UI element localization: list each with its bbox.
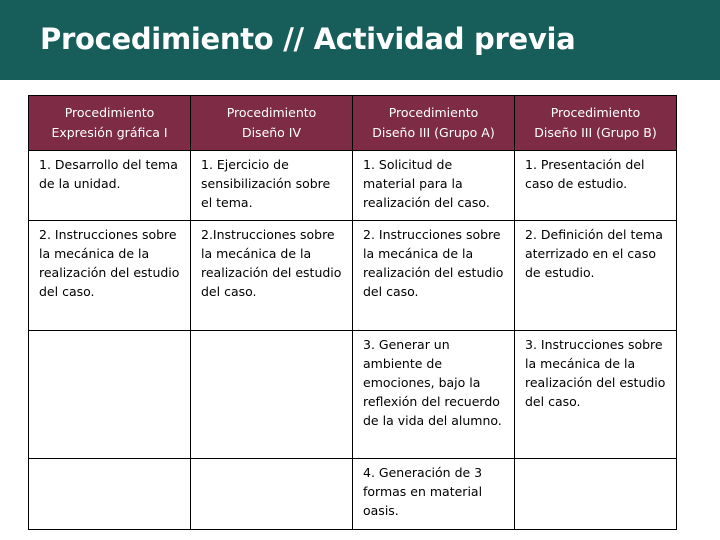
column-header-diseno-3-grupo-a bbox=[353, 96, 515, 151]
table-row bbox=[29, 331, 677, 459]
table-cell-empty bbox=[515, 459, 677, 530]
column-header-label: Procedimiento Diseño III (Grupo B) bbox=[534, 105, 657, 140]
table-cell: 2. Definición del tema aterrizado en el caso de estudio. bbox=[515, 221, 677, 331]
title-bar bbox=[0, 0, 720, 80]
column-header-label: Procedimiento Expresión gráfica I bbox=[51, 105, 168, 140]
table-cell: 2. Instrucciones sobre la mecánica de la realización del estudio del caso. bbox=[29, 221, 191, 331]
table-cell: 1. Desarrollo del tema de la unidad. bbox=[29, 151, 191, 221]
page-title: Procedimiento // Actividad previa bbox=[40, 22, 576, 56]
column-header-diseno-4 bbox=[191, 96, 353, 151]
procedure-table bbox=[28, 95, 677, 530]
table-cell: 3. Instrucciones sobre la mecánica de la realización del estudio del caso. bbox=[515, 331, 677, 459]
column-header-expresion-grafica-1 bbox=[29, 96, 191, 151]
table-cell-empty bbox=[191, 331, 353, 459]
table-cell: 1. Solicitud de material para la realización del caso. bbox=[353, 151, 515, 221]
table-cell: 3. Generar un ambiente de emociones, bajo la reflexión del recuerdo de la vida del alumno. bbox=[353, 331, 515, 459]
table-header-row bbox=[29, 96, 677, 151]
column-header-diseno-3-grupo-b bbox=[515, 96, 677, 151]
table-row bbox=[29, 151, 677, 221]
table-cell: 1. Ejercicio de sensibilización sobre el tema. bbox=[191, 151, 353, 221]
table-cell-empty bbox=[29, 331, 191, 459]
column-header-label: Procedimiento Diseño III (Grupo A) bbox=[372, 105, 495, 140]
table-row bbox=[29, 459, 677, 530]
table-cell-empty bbox=[29, 459, 191, 530]
table-cell: 1. Presentación del caso de estudio. bbox=[515, 151, 677, 221]
table-row bbox=[29, 221, 677, 331]
table-cell: 2. Instrucciones sobre la mecánica de la realización del estudio del caso. bbox=[353, 221, 515, 331]
table-cell: 2.Instrucciones sobre la mecánica de la realización del estudio del caso. bbox=[191, 221, 353, 331]
table-cell-empty bbox=[191, 459, 353, 530]
column-header-label: Procedimiento Diseño IV bbox=[226, 105, 317, 140]
table-cell: 4. Generación de 3 formas en material oasis. bbox=[353, 459, 515, 530]
